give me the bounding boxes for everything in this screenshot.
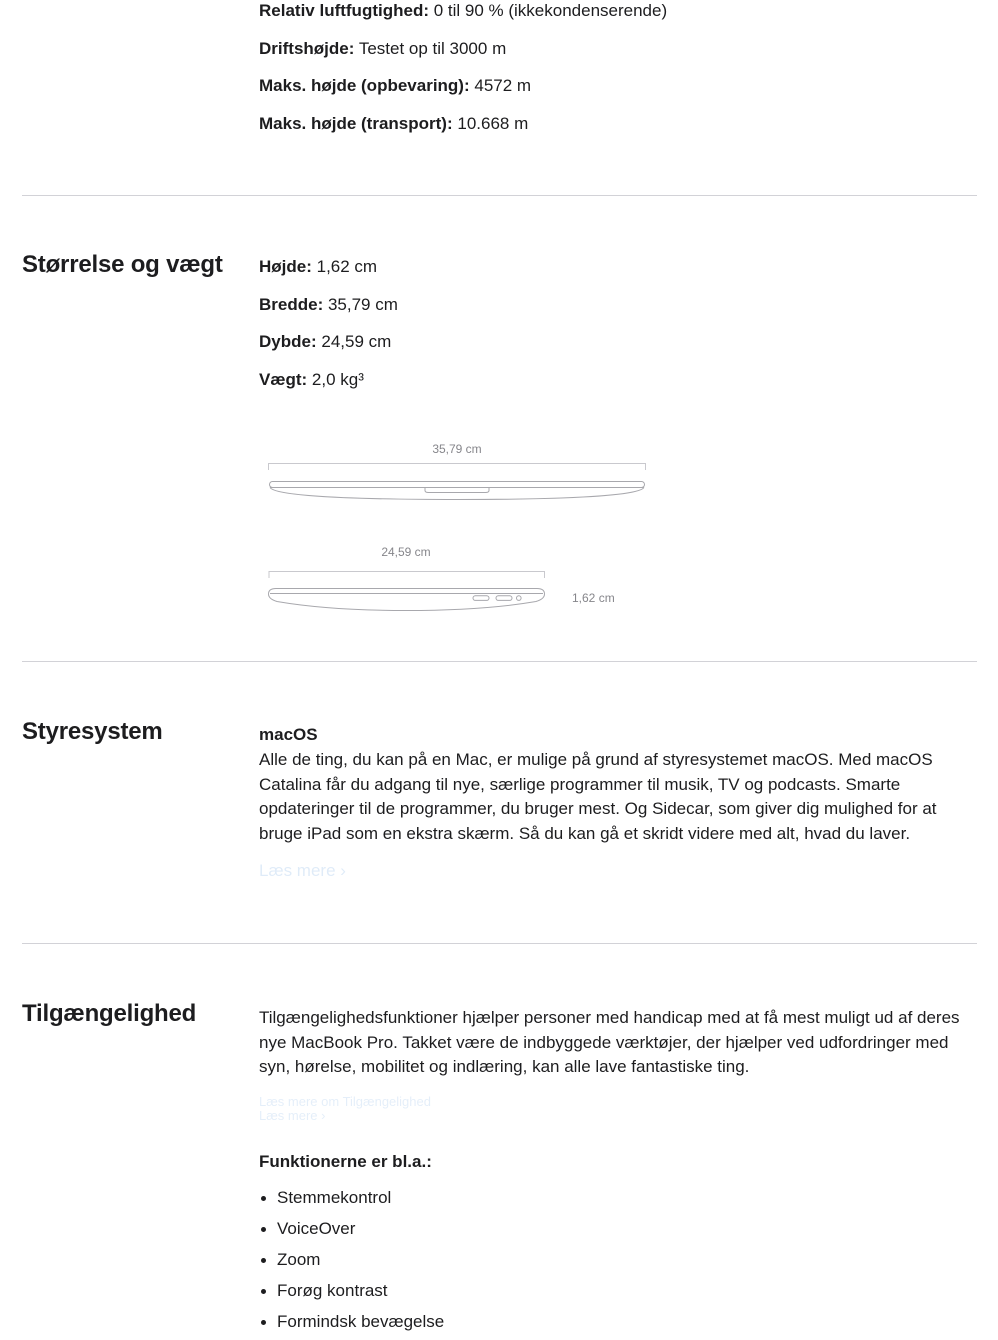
features-heading: Funktionerne er bl.a.: [259, 1152, 432, 1171]
environment-specs [259, 1, 667, 134]
spec-row-relative-humidity [259, 1, 667, 21]
section-heading-size-weight: Størrelse og vægt [22, 251, 223, 278]
feature-label: Forøg kontrast [277, 1281, 388, 1300]
spec-value: 24,59 cm [321, 332, 392, 352]
os-read-more-link[interactable]: Læs mere › [259, 861, 346, 880]
spec-value: 2,0 kg³ [311, 369, 364, 389]
spec-row-max-transport-altitude [259, 114, 667, 134]
os-subheading: macOS [259, 725, 318, 744]
feature-item-increase-contrast [261, 1281, 444, 1301]
feature-label: Formindsk bevægelse [277, 1312, 445, 1331]
macbook-side-view-diagram [268, 543, 648, 613]
features-list [261, 1188, 444, 1332]
feature-item-voiceover [261, 1219, 444, 1239]
feature-label: Stemmekontrol [277, 1188, 392, 1207]
macbook-opening-notch [425, 488, 489, 493]
bullet-dot-icon [261, 1227, 266, 1232]
spec-label: Relativ luftfugtighed: [259, 1, 429, 20]
accessibility-paragraph: Tilgængelighedsfunktioner hjælper personer med handicap med at få mest muligt ud af deres nye MacBook Pro. Takket være de indbyggede værktøjer, der hjælper ved udfordringer med syn, hørelse, mobilitet og indlæring, kan alle lave fantastiske ting. [259, 1008, 960, 1077]
spec-row-operating-altitude [259, 39, 667, 59]
accessibility-read-more-link-2[interactable]: Læs mere › [259, 1108, 326, 1123]
bullet-dot-icon [261, 1289, 266, 1294]
section-heading-os: Styresystem [22, 718, 163, 745]
spec-row-weight [259, 370, 398, 390]
spec-row-max-storage-altitude [259, 76, 667, 96]
bullet-dot-icon [261, 1320, 266, 1325]
bullet-dot-icon [261, 1258, 266, 1263]
depth-measurement-label: 24,59 cm [381, 545, 431, 559]
spec-label: Højde: [259, 257, 312, 276]
feature-label: Zoom [277, 1250, 321, 1269]
spec-label: Maks. højde (opbevaring): [259, 76, 470, 96]
spec-label: Bredde: [259, 294, 324, 314]
feature-label: VoiceOver [277, 1219, 356, 1238]
section-heading-accessibility: Tilgængelighed [22, 1000, 197, 1027]
bullet-dot-icon [261, 1196, 266, 1201]
depth-measurement-bracket [269, 572, 545, 579]
macbook-front-view-diagram [268, 440, 646, 502]
spec-value: 10.668 m [457, 113, 529, 133]
spec-value: 1,62 cm [316, 257, 378, 276]
spec-value: 4572 m [474, 76, 532, 96]
section-divider [22, 195, 977, 196]
spec-row-depth [259, 332, 398, 352]
spec-row-width [259, 295, 398, 315]
macbook-bottom-hull [270, 488, 644, 500]
spec-label: Dybde: [259, 332, 317, 352]
height-measurement-label: 1,62 cm [572, 591, 615, 605]
macbook-side-outline [269, 589, 545, 611]
feature-item-zoom [261, 1250, 444, 1270]
width-measurement-bracket [269, 464, 646, 471]
macbook-lid-outline [270, 482, 645, 488]
section-divider [22, 943, 977, 944]
section-divider [22, 661, 977, 662]
feature-item-voice-control [261, 1188, 444, 1208]
spec-label: Vægt: [259, 369, 308, 389]
spec-row-height [259, 257, 398, 277]
spec-value: Testet op til 3000 m [358, 38, 507, 58]
feature-item-reduce-motion [261, 1312, 444, 1332]
width-measurement-label: 35,79 cm [432, 442, 482, 456]
spec-value: 35,79 cm [327, 294, 398, 314]
spec-value: 0 til 90 % (ikkekondenserende) [433, 1, 668, 20]
spec-label: Driftshøjde: [259, 38, 355, 58]
size-weight-specs [259, 257, 398, 390]
os-paragraph: Alle de ting, du kan på en Mac, er mulige på grund af styresystemet macOS. Med macOS Catalina får du adgang til nye, særlige programmer til musik, TV og podcasts. Smarte opdateringer til de programmer, du bruger mest. Og Sidecar, som giver dig mulighed for at bruge iPad som en ekstra skærm. Så du kan gå et skridt videre med alt, hvad du laver. [259, 750, 937, 843]
spec-label: Maks. højde (transport): [259, 113, 453, 133]
accessibility-read-more-link[interactable]: Læs mere om Tilgængelighed [259, 1094, 431, 1109]
